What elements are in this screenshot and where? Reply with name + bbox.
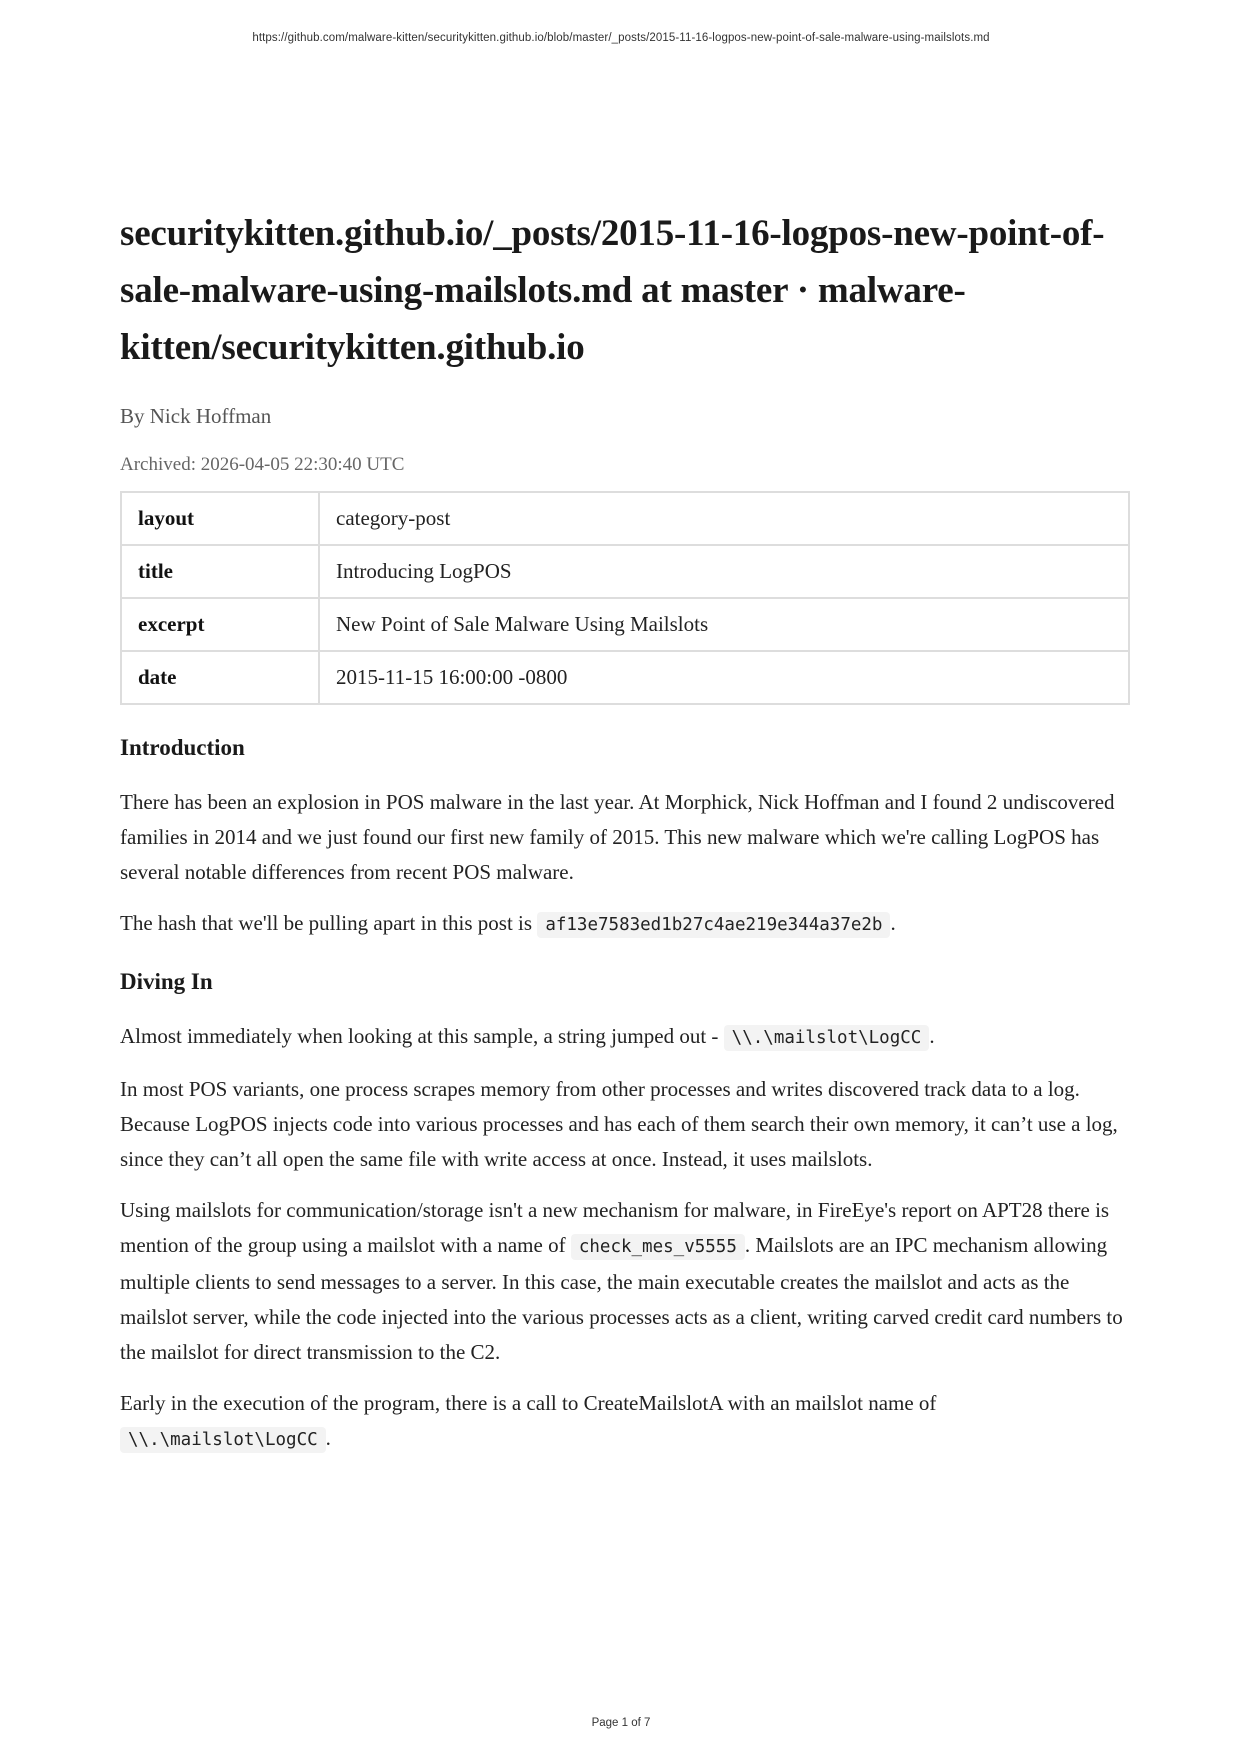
front-matter-key: excerpt — [121, 598, 319, 651]
paragraph-text: . — [890, 911, 896, 935]
mailslot-name-code: \\.\mailslot\LogCC — [120, 1427, 326, 1453]
front-matter-value: New Point of Sale Malware Using Mailslots — [319, 598, 1129, 651]
front-matter-value: category-post — [319, 492, 1129, 545]
page-url-header: https://github.com/malware-kitten/securitykitten.github.io/blob/master/_posts/2015-11-16-logpos-new-point-of-sale-malware-using-mailslots.md — [252, 32, 990, 44]
front-matter-table — [120, 491, 1130, 705]
paragraph-text: . — [325, 1426, 331, 1450]
introduction-paragraph-2 — [120, 906, 1130, 943]
introduction-paragraph-1: There has been an explosion in POS malware in the last year. At Morphick, Nick Hoffman and I found 2 undiscovered families in 2014 and we just found our first new family of 2015. This new malware which we're calling LogPOS has several notable differences from recent POS malware. — [120, 790, 1115, 884]
diving-in-paragraph-1 — [120, 1019, 1130, 1056]
table-row — [121, 545, 1129, 598]
table-row — [121, 598, 1129, 651]
diving-in-paragraph-3 — [120, 1193, 1130, 1370]
paragraph-text: . — [929, 1024, 935, 1048]
table-row — [121, 492, 1129, 545]
mailslot-name-code: \\.\mailslot\LogCC — [724, 1025, 930, 1051]
archived-timestamp: Archived: 2026-04-05 22:30:40 UTC — [120, 454, 405, 475]
introduction-heading: Introduction — [120, 735, 245, 760]
hash-code: af13e7583ed1b27c4ae219e344a37e2b — [537, 912, 890, 938]
diving-in-paragraph-2: In most POS variants, one process scrapes memory from other processes and writes discovered track data to a log. Because LogPOS injects code into various processes and has each of them search their own memory, it can’t use a log, since they can’t all open the same file with write access at once. Instead, it uses mailslots. — [120, 1077, 1118, 1171]
table-row — [121, 651, 1129, 704]
front-matter-key: date — [121, 651, 319, 704]
diving-in-heading: Diving In — [120, 969, 213, 994]
article — [120, 205, 1130, 1458]
paragraph-text: The hash that we'll be pulling apart in this post is — [120, 911, 538, 935]
front-matter-value: Introducing LogPOS — [319, 545, 1129, 598]
page-title: securitykitten.github.io/_posts/2015-11-16-logpos-new-point-of-sale-malware-using-mailslots.md at master · malware-kitten/securitykitten.github.io — [120, 213, 1105, 368]
apt28-mailslot-code: check_mes_v5555 — [571, 1234, 745, 1260]
front-matter-value: 2015-11-15 16:00:00 -0800 — [319, 651, 1129, 704]
front-matter-key: title — [121, 545, 319, 598]
paragraph-text: Using mailslots for communication/storage isn't a new mechanism for malware, in FireEye's report on APT28 there is mention of the group using a mailslot with a name of — [120, 1198, 1110, 1257]
front-matter-key: layout — [121, 492, 319, 545]
diving-in-paragraph-4 — [120, 1386, 1130, 1458]
paragraph-text: Almost immediately when looking at this sample, a string jumped out - — [120, 1024, 724, 1048]
paragraph-text: . Mailslots are an IPC mechanism allowing multiple clients to send messages to a server. In this case, the main executable creates the mailslot and acts as the mailslot server, while the code injected into the various processes acts as a client, writing carved credit card numbers to the mailslot for direct transmission to the C2. — [120, 1233, 1123, 1364]
author-byline: By Nick Hoffman — [120, 404, 272, 428]
page-number: Page 1 of 7 — [591, 1717, 651, 1729]
paragraph-text: Early in the execution of the program, there is a call to CreateMailslotA with an mailslot name of — [120, 1391, 937, 1415]
